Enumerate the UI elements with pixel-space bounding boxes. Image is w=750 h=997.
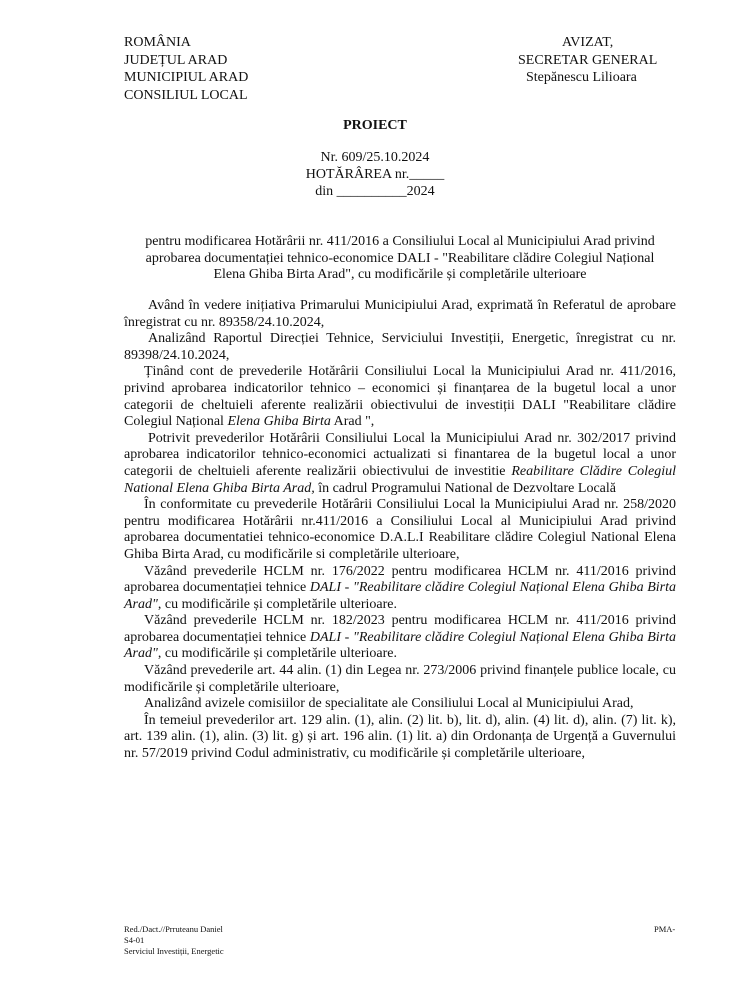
paragraph-text: Arad ", xyxy=(330,414,375,430)
footer-line: Red./Dact.//Prruteanu Daniel xyxy=(124,924,223,934)
paragraph xyxy=(124,431,676,497)
decision-date-line: din __________2024 xyxy=(315,184,435,199)
paragraph xyxy=(124,564,676,614)
decision-number-line: HOTĂRÂREA nr._____ xyxy=(305,167,445,182)
municipality-line: MUNICIPIUL ARAD xyxy=(124,70,249,86)
approval-block xyxy=(518,34,657,87)
secretary-title: SECRETAR GENERAL xyxy=(518,52,658,68)
approved-label: AVIZAT, xyxy=(562,35,614,50)
paragraph-italic: DALI - "Reabilitare clădire Colegiul Național Elena Ghiba Birta Arad" xyxy=(124,629,677,662)
paragraph: Văzând prevederile art. 44 alin. (1) din Legea nr. 273/2006 privind finanțele publice locale, cu modificările și completările ulterioare, xyxy=(124,663,676,695)
paragraph-italic: Reabilitare Clădire Colegiul National Elena Ghiba Birta Arad, xyxy=(124,463,677,496)
country-line: ROMÂNIA xyxy=(124,35,191,50)
paragraph-text: Ținând cont de prevederile Hotărârii Consiliului Local la Municipiului Arad nr. 411/2016, privind aprobarea indicatorilor tehnico – economici și finanțarea de la bugetul local a unor categorii de cheltuieli aferente realizării obiectivului de investiții DALI "Reabilitare clădire Colegiul Național xyxy=(124,364,676,430)
title-line: aprobarea documentației tehnico-economice DALI - "Reabilitare clădire Colegiul Național xyxy=(145,250,655,266)
title-line: Elena Ghiba Birta Arad", cu modificările și completările ulterioare xyxy=(213,267,587,283)
paragraph-italic: Elena Ghiba Birta xyxy=(227,414,331,430)
document-title xyxy=(124,234,676,284)
project-label: PROIECT xyxy=(343,118,407,133)
registration-number: Nr. 609/25.10.2024 xyxy=(320,150,430,165)
paragraph-text: , cu modificările și completările ulterioare. xyxy=(157,596,397,612)
paragraph: Analizând avizele comisiilor de specialitate ale Consiliului Local al Municipiului Arad, xyxy=(144,696,634,712)
secretary-name: Stepănescu Lilioara xyxy=(526,70,637,86)
paragraph-text: , cu modificările și completările ulterioare. xyxy=(157,646,397,662)
paragraph: În conformitate cu prevederile Hotărârii Consiliului Local la Municipiului Arad nr. 258/2020 pentru modificarea Hotărârii nr.411/2016 a Consiliului Local al Municipiului Arad privind aprobarea documentatiei tehnico-economice D.A.L.I Reabilitare clădire Colegiul National Elena Ghiba Birta Arad, cu modificările si completările ulterioare, xyxy=(124,497,676,562)
paragraph: Analizând Raportul Direcției Tehnice, Serviciului Investiții, Energetic, înregistrat cu nr. 89398/24.10.2024, xyxy=(124,331,676,363)
paragraph-text: Văzând prevederile HCLM nr. 176/2022 pentru modificarea HCLM nr. 411/2016 privind aprobarea documentației tehnice xyxy=(124,563,676,596)
title-line: pentru modificarea Hotărârii nr. 411/2016 a Consiliului Local al Municipiului Arad privind xyxy=(145,234,655,249)
footer-credits xyxy=(124,924,224,958)
paragraph xyxy=(124,364,676,430)
preamble xyxy=(124,298,676,763)
paragraph-text: Văzând prevederile HCLM nr. 182/2023 pentru modificarea HCLM nr. 411/2016 privind aprobarea documentației tehnice xyxy=(124,613,676,645)
footer-code: PMA- xyxy=(654,924,676,934)
paragraph-italic: DALI - "Reabilitare clădire Colegiul Național Elena Ghiba Birta Arad" xyxy=(124,580,677,612)
paragraph-text: Potrivit prevederilor Hotărârii Consiliului Local la Municipiului Arad nr. 302/2017 privind aprobarea indicatorilor tehnico-economici actualizati si finantarea de la bugetul local a unor categorii de cheltuieli aferente realizării obiectivului de investitie xyxy=(124,430,676,479)
footer-line: S4-01 xyxy=(124,935,145,946)
county-line: JUDEȚUL ARAD xyxy=(124,52,228,68)
paragraph: În temeiul prevederilor art. 129 alin. (1), alin. (2) lit. b), lit. d), alin. (4) lit. d), alin. (7) lit. k), art. 139 alin. (1), alin. (3) lit. g) și art. 196 alin. (1) lit. a) din Ordonanța de Urgență a Guvernului nr. 57/2019 privind Codul administrativ, cu modificările și completările ulterioare, xyxy=(124,712,676,762)
paragraph xyxy=(124,613,676,663)
paragraph-text: în cadrul Programului National de Dezvoltare Locală xyxy=(314,480,616,496)
council-line: CONSILIUL LOCAL xyxy=(124,87,248,103)
paragraph: Având în vedere inițiativa Primarului Municipiului Arad, exprimată în Referatul de aprobare înregistrat cu nr. 89358/24.10.2024, xyxy=(124,298,676,330)
footer-line: Serviciul Investiții, Energetic xyxy=(124,946,224,957)
issuer-block xyxy=(124,34,248,104)
